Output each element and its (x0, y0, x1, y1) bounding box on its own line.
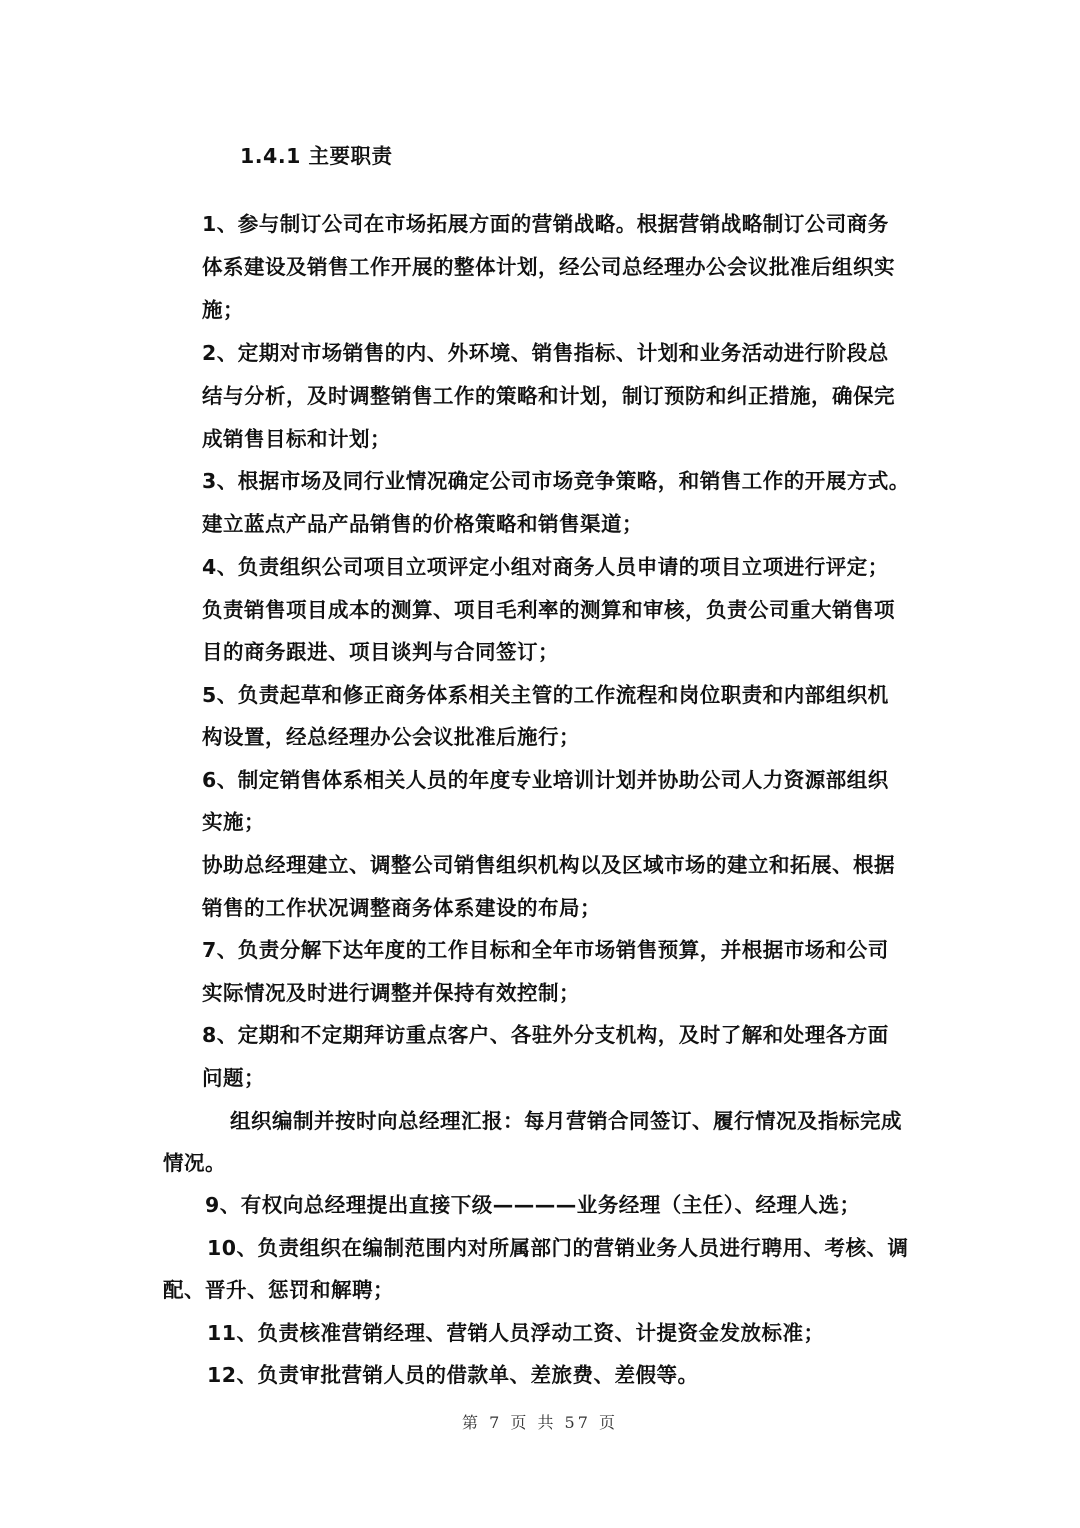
text-line: 体系建设及销售工作开展的整体计划，经公司总经理办公会议批准后组织实 (202, 255, 895, 279)
section-heading: 1.4.1 主要职责 (240, 144, 393, 168)
text-line: 情况。 (163, 1151, 226, 1175)
text-line: 组织编制并按时向总经理汇报：每月营销合同签订、履行情况及指标完成 (230, 1109, 902, 1133)
text-line: 5、负责起草和修正商务体系相关主管的工作流程和岗位职责和内部组织机 (202, 683, 889, 707)
text-line: 施； (202, 298, 244, 322)
text-line: 成销售目标和计划； (202, 427, 391, 451)
text-line: 实施； (202, 810, 265, 834)
page-footer: 第 7 页 共 57 页 (462, 1413, 618, 1432)
text-line: 问题； (202, 1066, 265, 1090)
text-line: 建立蓝点产品产品销售的价格策略和销售渠道； (202, 512, 643, 536)
text-line: 协助总经理建立、调整公司销售组织机构以及区域市场的建立和拓展、根据 (202, 853, 895, 877)
text-line: 配、晋升、惩罚和解聘； (163, 1278, 394, 1302)
text-line: 8、定期和不定期拜访重点客户、各驻外分支机构，及时了解和处理各方面 (202, 1023, 889, 1047)
text-line: 9、有权向总经理提出直接下级————业务经理（主任）、经理人选； (205, 1193, 861, 1217)
text-line: 11、负责核准营销经理、营销人员浮动工资、计提资金发放标准； (207, 1321, 825, 1345)
text-line: 4、负责组织公司项目立项评定小组对商务人员申请的项目立项进行评定； (202, 555, 889, 579)
text-line: 7、负责分解下达年度的工作目标和全年市场销售预算，并根据市场和公司 (202, 938, 889, 962)
text-line: 负责销售项目成本的测算、项目毛利率的测算和审核，负责公司重大销售项 (202, 598, 895, 622)
text-line: 构设置，经总经理办公会议批准后施行； (202, 725, 580, 749)
text-line: 2、定期对市场销售的内、外环境、销售指标、计划和业务活动进行阶段总 (202, 341, 889, 365)
text-line: 销售的工作状况调整商务体系建设的布局； (202, 896, 601, 920)
text-line: 目的商务跟进、项目谈判与合同签订； (202, 640, 559, 664)
text-line: 3、根据市场及同行业情况确定公司市场竞争策略，和销售工作的开展方式。 (202, 469, 910, 493)
text-line: 6、制定销售体系相关人员的年度专业培训计划并协助公司人力资源部组织 (202, 768, 889, 792)
text-line: 结与分析，及时调整销售工作的策略和计划，制订预防和纠正措施，确保完 (202, 384, 895, 408)
text-line: 实际情况及时进行调整并保持有效控制； (202, 981, 580, 1005)
text-line: 1、参与制订公司在市场拓展方面的营销战略。根据营销战略制订公司商务 (202, 212, 889, 236)
text-line: 10、负责组织在编制范围内对所属部门的营销业务人员进行聘用、考核、调 (207, 1236, 909, 1260)
text-line: 12、负责审批营销人员的借款单、差旅费、差假等。 (207, 1363, 699, 1387)
